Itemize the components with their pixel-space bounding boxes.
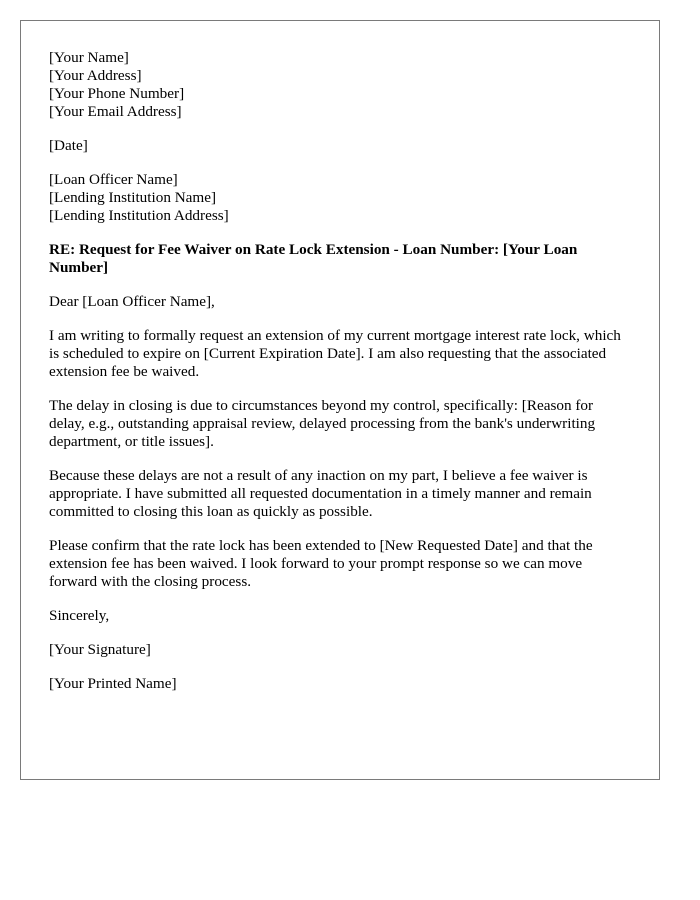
signature-placeholder: [Your Signature] xyxy=(49,641,151,658)
subject-line: RE: Request for Fee Waiver on Rate Lock Extension - Loan Number: [Your Loan Number] xyxy=(49,241,578,276)
sender-email: [Your Email Address] xyxy=(49,103,182,120)
closing: Sincerely, xyxy=(49,607,110,624)
sender-name: [Your Name] xyxy=(49,49,129,66)
body-paragraph-4: Please confirm that the rate lock has been extended to [New Requested Date] and that the extension fee has been waived. I look forward to your prompt response so we can move forward with the closing process. xyxy=(49,537,593,590)
recipient-officer: [Loan Officer Name] xyxy=(49,171,178,188)
body-paragraph-3: Because these delays are not a result of any inaction on my part, I believe a fee waiver is appropriate. I have submitted all requested documentation in a timely manner and remain committed to closing this loan as quickly as possible. xyxy=(49,467,592,520)
salutation: Dear [Loan Officer Name], xyxy=(49,293,215,310)
recipient-address: [Lending Institution Address] xyxy=(49,207,229,224)
sender-phone: [Your Phone Number] xyxy=(49,85,185,102)
letter-page xyxy=(20,20,660,780)
recipient-block xyxy=(49,171,631,225)
letter-date: [Date] xyxy=(49,137,88,154)
printed-name: [Your Printed Name] xyxy=(49,675,177,692)
body-paragraph-2: The delay in closing is due to circumstances beyond my control, specifically: [Reason for delay, e.g., outstanding appraisal review, delayed processing from the bank's underwriting department, or title issues]. xyxy=(49,397,596,450)
body-paragraph-1: I am writing to formally request an extension of my current mortgage interest rate lock, which is scheduled to expire on [Current Expiration Date]. I am also requesting that the associated extension fee be waived. xyxy=(49,327,621,380)
date-block xyxy=(49,137,631,155)
recipient-institution: [Lending Institution Name] xyxy=(49,189,217,206)
sender-address: [Your Address] xyxy=(49,67,142,84)
sender-block xyxy=(49,49,631,121)
